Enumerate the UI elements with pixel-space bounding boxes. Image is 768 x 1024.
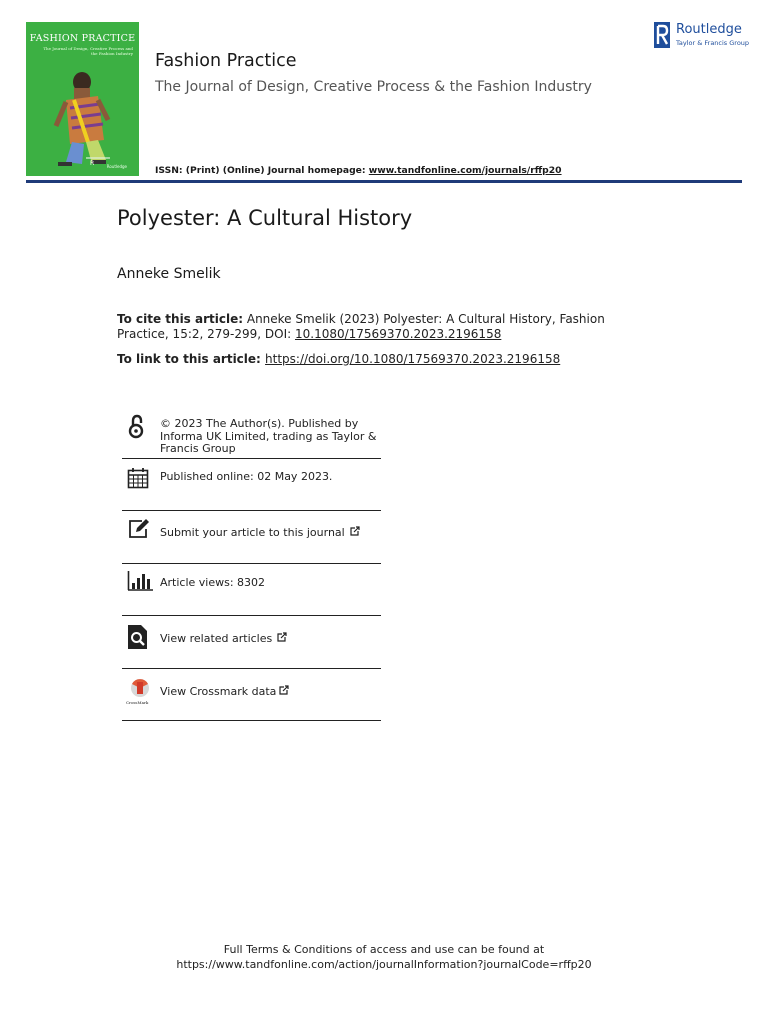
published-row: [122, 459, 381, 511]
related-row-text: [160, 632, 287, 646]
external-link-icon: [278, 685, 289, 696]
article-link-line: [117, 352, 560, 366]
routledge-logo: [652, 21, 752, 51]
link-label: To link to this article:: [117, 352, 266, 366]
journal-subtitle: The Journal of Design, Creative Process & the Fashion Industry: [155, 79, 592, 95]
article-author: Anneke Smelik: [117, 266, 221, 282]
cite-text: Anneke Smelik (2023) Polyester: A Cultural History, Fashion Practice, 15:2, 279-299, DOI:: [117, 312, 605, 341]
cite-doi-link[interactable]: 10.1080/17569370.2023.2196158: [294, 326, 502, 341]
routledge-r-icon: [652, 21, 672, 49]
license-text: © 2023 The Author(s). Published by Informa UK Limited, trading as Taylor & Francis Group: [160, 417, 377, 455]
article-views: Article views: 8302: [160, 576, 266, 589]
info-divider: [122, 720, 381, 721]
crossmark-row-text: [160, 685, 289, 699]
related-label: View related articles: [160, 632, 273, 645]
edit-icon: [127, 518, 151, 540]
views-row: [122, 564, 381, 616]
submit-article-link[interactable]: [122, 511, 381, 563]
footer-line-1: Full Terms & Conditions of access and use can be found at: [223, 943, 545, 956]
footer-terms-url[interactable]: https://www.tandfonline.com/action/journalInformation?journalCode=rffp20: [176, 957, 592, 971]
crossmark-caption: CrossMark: [126, 700, 149, 705]
published-date: Published online: 02 May 2023.: [160, 470, 333, 483]
calendar-icon: [127, 467, 149, 489]
crossmark-label: View Crossmark data: [160, 685, 277, 698]
journal-homepage-link[interactable]: www.tandfonline.com/journals/rffp20: [368, 165, 562, 176]
crossmark-link[interactable]: [122, 669, 381, 721]
article-title: Polyester: A Cultural History: [117, 206, 413, 230]
svg-text:R: R: [90, 160, 95, 167]
journal-cover-image: [26, 22, 139, 176]
submit-label: Submit your article to this journal: [160, 526, 345, 539]
external-link-icon: [349, 526, 360, 537]
article-doi-link[interactable]: https://doi.org/10.1080/17569370.2023.2196158: [265, 352, 561, 366]
cover-subtitle: The Journal of Design, Creative Process and the Fashion Industry: [43, 46, 133, 56]
journal-title: Fashion Practice: [155, 51, 297, 71]
issn-line: [155, 165, 562, 176]
footer-terms: [0, 943, 768, 972]
submit-row-text: [160, 526, 360, 540]
related-articles-link[interactable]: [122, 616, 381, 668]
logo-group: Taylor & Francis Group: [676, 39, 750, 47]
issn-text: ISSN: (Print) (Online) Journal homepage:: [155, 165, 369, 176]
cover-publisher: Routledge: [106, 164, 127, 169]
cite-label: To cite this article:: [117, 312, 244, 326]
cover-title: FASHION PRACTICE: [29, 33, 136, 44]
cover-figure-illustration: [26, 22, 139, 176]
header-divider: [26, 180, 742, 183]
license-row: [122, 412, 381, 458]
open-access-icon: [127, 414, 145, 440]
external-link-icon: [276, 632, 287, 643]
logo-brand: Routledge: [676, 22, 742, 37]
citation-block: [117, 312, 647, 341]
search-document-icon: [127, 624, 149, 650]
bar-chart-icon: [127, 570, 153, 592]
